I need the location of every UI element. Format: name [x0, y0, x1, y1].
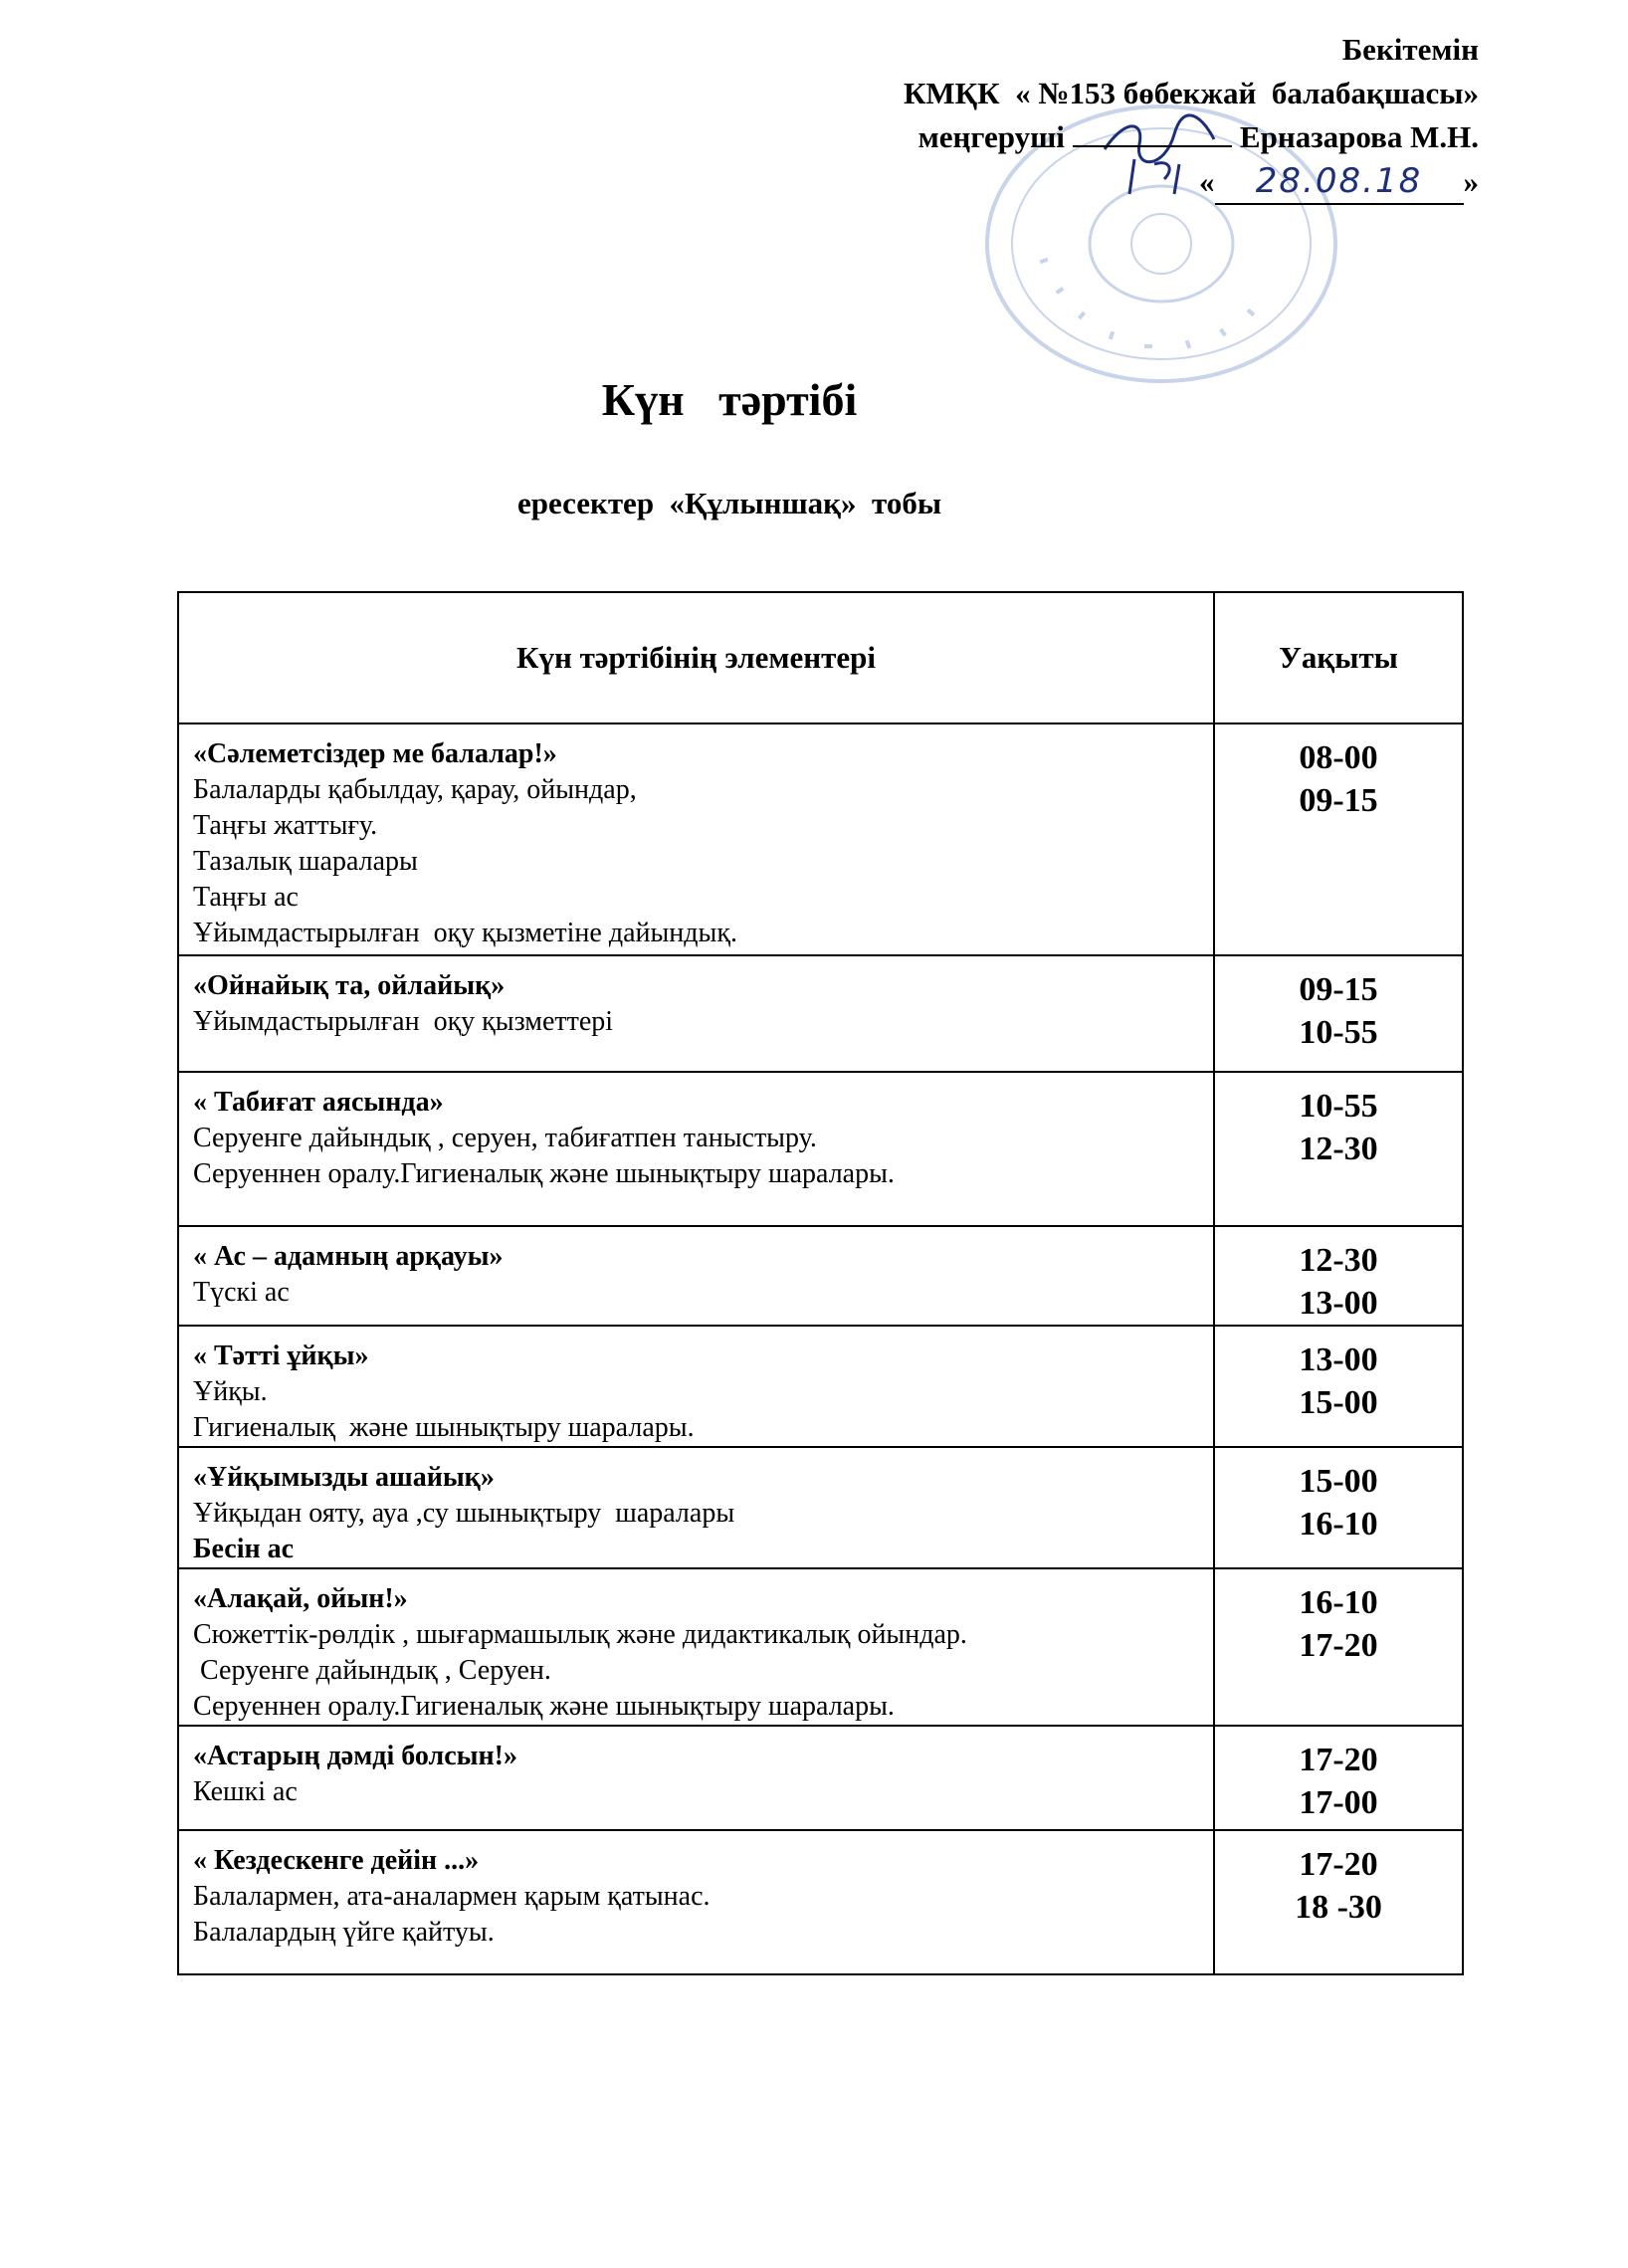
time-range	[1215, 1727, 1462, 1824]
activity-line: Серуенге дайындық , серуен, табиғатпен таныстыру.	[193, 1123, 817, 1153]
time-end: 09-15	[1299, 782, 1378, 819]
activity-line: Таңғы ас	[193, 882, 299, 913]
activity-line: Таңғы жаттығу.	[193, 810, 378, 841]
approval-organization: КМҚК « №153 бөбекжай балабақшасы»	[903, 76, 1479, 110]
date-open-quote: «	[1199, 164, 1215, 199]
activity-line: Ұйқыдан ояту, ауа ,су шынықтыру шаралары	[193, 1498, 735, 1529]
time-cell	[1214, 723, 1463, 955]
activity-line: Балалардың үйге қайтуы.	[193, 1917, 495, 1948]
table-row	[178, 955, 1463, 1072]
time-start: 17-20	[1299, 1742, 1378, 1778]
time-start: 08-00	[1299, 739, 1378, 776]
activity-line-bold: Бесін ас	[193, 1534, 295, 1564]
time-cell	[1214, 1726, 1463, 1830]
activity-line: Сюжеттік-рөлдік , шығармашылық және дидактикалық ойындар.	[193, 1619, 967, 1650]
activity-content	[179, 1227, 1213, 1311]
activity-cell	[178, 1072, 1214, 1226]
time-start: 12-30	[1299, 1242, 1378, 1279]
activity-line: Түскі ас	[193, 1277, 290, 1308]
time-end: 15-00	[1299, 1384, 1378, 1421]
activity-line: Серуеннен оралу.Гигиеналық және шынықтыру шаралары.	[193, 1158, 895, 1189]
activity-content	[179, 1327, 1213, 1446]
approval-label: Бекітемін	[1341, 32, 1479, 67]
activity-title: «Астарың дәмді болсын!»	[193, 1741, 517, 1771]
time-end: 17-20	[1299, 1627, 1378, 1664]
activity-cell	[178, 1226, 1214, 1326]
manager-name: Ерназарова М.Н.	[1239, 119, 1479, 154]
header-time: Уақыты	[1214, 592, 1463, 723]
table-row	[178, 1568, 1463, 1726]
activity-title: « Табиғат аясында»	[193, 1087, 444, 1118]
activity-line: Гигиеналық және шынықтыру шаралары.	[193, 1412, 695, 1443]
time-range	[1215, 1073, 1462, 1170]
document-subtitle: ересектер «Құлыншақ» тобы	[516, 486, 942, 520]
time-start: 16-10	[1299, 1584, 1378, 1621]
activity-content	[179, 1448, 1213, 1567]
activity-line: Серуенге дайындық , Серуен.	[193, 1655, 551, 1686]
time-start: 09-15	[1299, 971, 1378, 1008]
activity-title: « Кездескенге дейін ...»	[193, 1845, 480, 1876]
activity-title: «Ұйқымызды ашайық»	[193, 1462, 495, 1493]
manager-label: меңгеруші	[917, 119, 1065, 154]
activity-line: Ұйқы.	[193, 1376, 268, 1407]
time-end: 17-00	[1299, 1784, 1378, 1821]
header-elements: Күн тәртібінің элементері	[178, 592, 1214, 723]
time-end: 18 -30	[1295, 1889, 1382, 1926]
activity-cell	[178, 1830, 1214, 1974]
table-row	[178, 1226, 1463, 1326]
activity-title: « Тәтті ұйқы»	[193, 1340, 369, 1371]
activity-title: «Алақай, ойын!»	[193, 1583, 408, 1614]
activity-line: Серуеннен оралу.Гигиеналық және шынықтыру шаралары.	[193, 1691, 895, 1722]
time-cell	[1214, 955, 1463, 1072]
date-close-quote: »	[1463, 164, 1479, 199]
schedule-table	[177, 591, 1464, 1975]
activity-cell	[178, 1447, 1214, 1568]
activity-title: «Сәлеметсіздер ме балалар!»	[193, 738, 557, 769]
activity-cell	[178, 1326, 1214, 1447]
time-start: 10-55	[1299, 1088, 1378, 1125]
time-end: 12-30	[1299, 1131, 1378, 1167]
time-range	[1215, 956, 1462, 1054]
activity-line: Балалармен, ата-аналармен қарым қатынас.	[193, 1881, 711, 1912]
activity-cell	[178, 1726, 1214, 1830]
table-row	[178, 1830, 1463, 1974]
time-cell	[1214, 1830, 1463, 1974]
signature-line	[1073, 115, 1232, 147]
time-end: 10-55	[1299, 1014, 1378, 1051]
activity-line: Ұйымдастырылған оқу қызметтері	[193, 1006, 614, 1037]
document-title: Күн тәртібі	[601, 374, 858, 425]
activity-cell	[178, 723, 1214, 955]
time-end: 13-00	[1299, 1285, 1378, 1322]
table-row	[178, 1726, 1463, 1830]
activity-line: Тазалық шаралары	[193, 846, 418, 877]
time-cell	[1214, 1226, 1463, 1326]
time-range	[1215, 724, 1462, 822]
activity-content	[179, 724, 1213, 951]
activity-line: Ұйымдастырылған оқу қызметіне дайындық.	[193, 918, 737, 948]
activity-content	[179, 1073, 1213, 1192]
activity-cell	[178, 955, 1214, 1072]
time-range	[1215, 1227, 1462, 1325]
time-start: 13-00	[1299, 1341, 1378, 1378]
table-row	[178, 1447, 1463, 1568]
time-end: 16-10	[1299, 1506, 1378, 1543]
time-range	[1215, 1327, 1462, 1424]
time-range	[1215, 1831, 1462, 1929]
table-header-row	[178, 592, 1463, 723]
time-range	[1215, 1448, 1462, 1546]
table-row	[178, 1072, 1463, 1226]
time-start: 15-00	[1299, 1463, 1378, 1500]
activity-title: « Ас – адамның арқауы»	[193, 1241, 504, 1272]
table-row	[178, 1326, 1463, 1447]
time-cell	[1214, 1072, 1463, 1226]
activity-title: «Ойнайық та, ойлайық»	[193, 970, 506, 1001]
activity-cell	[178, 1568, 1214, 1726]
approval-date: 28.08.18	[1215, 159, 1464, 205]
activity-content	[179, 1727, 1213, 1810]
approval-date-line	[904, 159, 1479, 205]
approval-block	[904, 28, 1479, 205]
activity-content	[179, 1831, 1213, 1951]
time-cell	[1214, 1447, 1463, 1568]
time-cell	[1214, 1326, 1463, 1447]
time-range	[1215, 1569, 1462, 1667]
schedule-body	[178, 723, 1463, 1974]
activity-content	[179, 956, 1213, 1040]
time-start: 17-20	[1299, 1846, 1378, 1883]
activity-content	[179, 1569, 1213, 1725]
activity-line: Балаларды қабылдау, қарау, ойындар,	[193, 774, 637, 805]
time-cell	[1214, 1568, 1463, 1726]
activity-line: Кешкі ас	[193, 1776, 298, 1807]
approval-manager-line	[904, 115, 1479, 159]
table-row	[178, 723, 1463, 955]
